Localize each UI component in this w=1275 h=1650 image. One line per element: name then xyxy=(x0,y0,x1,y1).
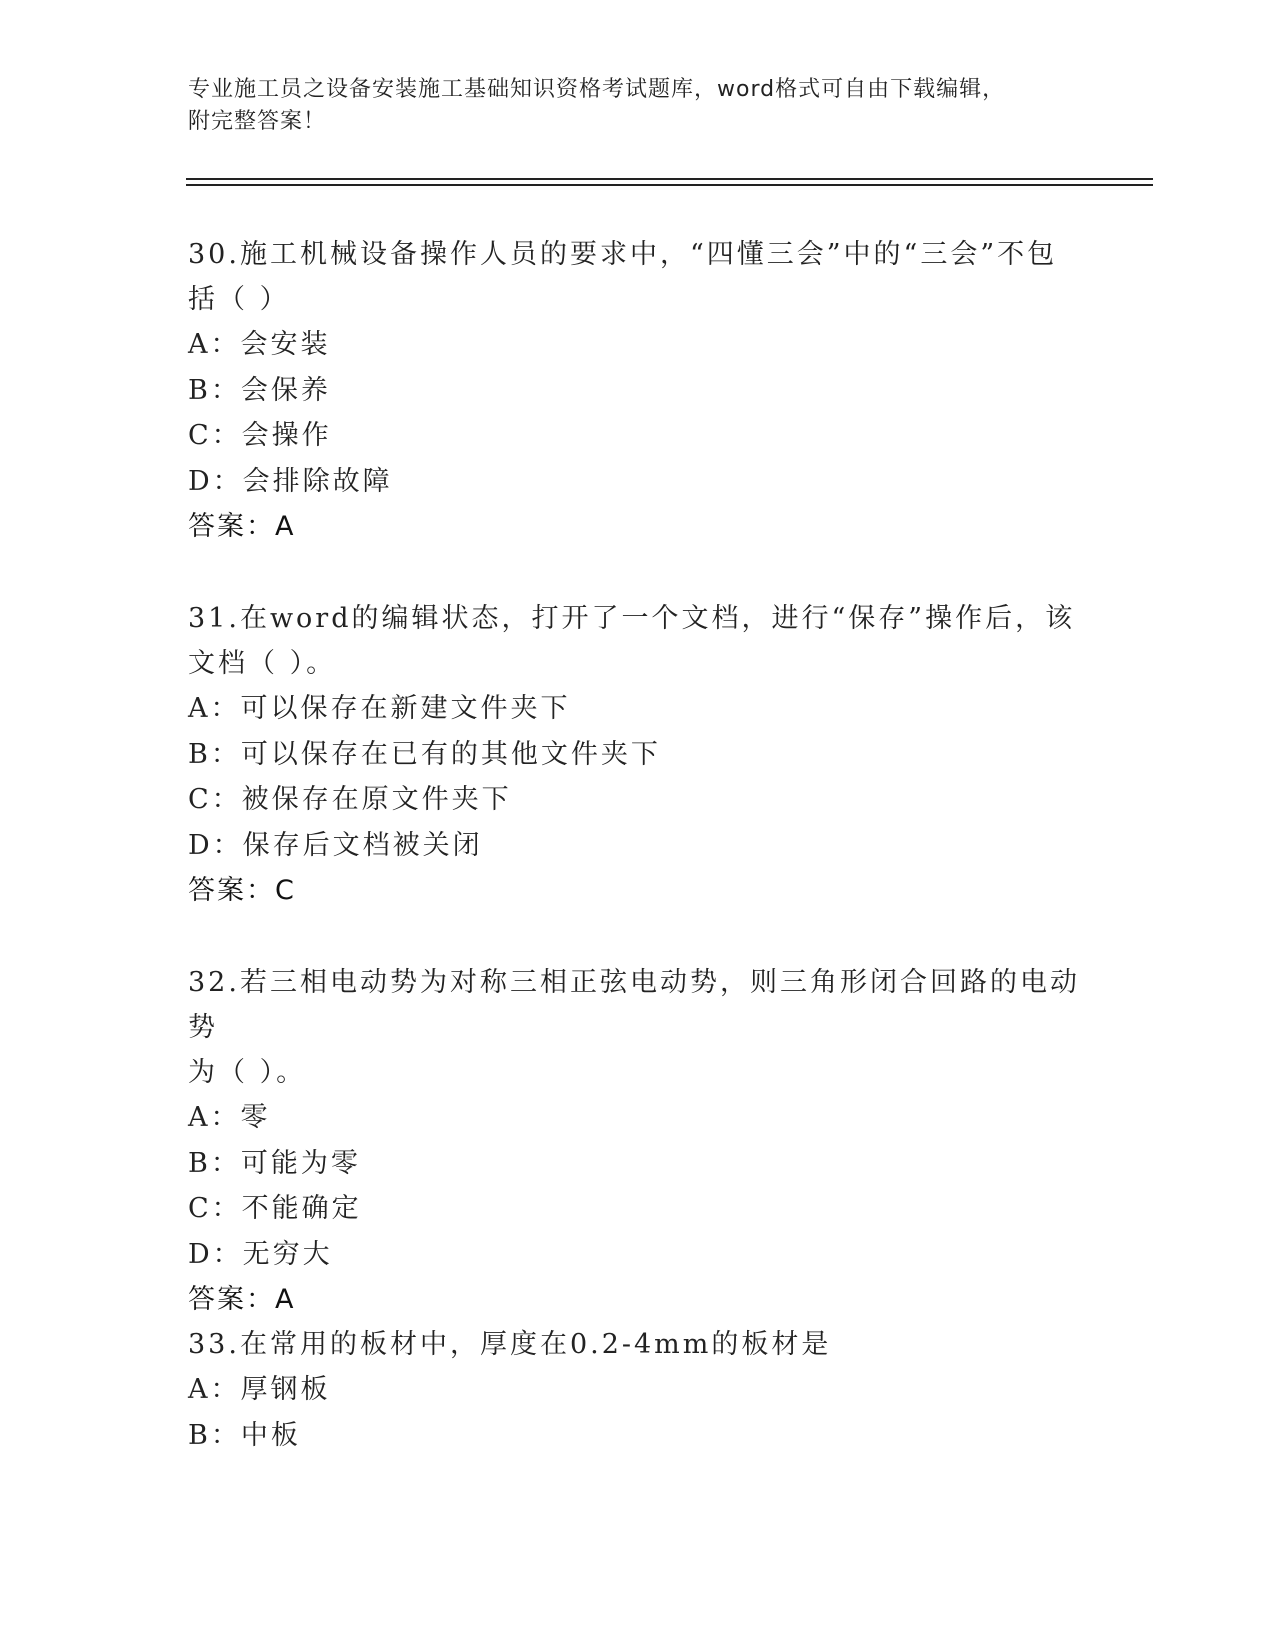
option-b: B：可以保存在已有的其他文件夹下 xyxy=(188,738,661,770)
option-a: A：厚钢板 xyxy=(188,1374,331,1405)
question-title-line-1: 30.施工机械设备操作人员的要求中，“四懂三会”中的“三会”不包 xyxy=(188,239,1058,270)
question-30 xyxy=(188,232,1088,550)
question-33 xyxy=(188,1322,1088,1458)
question-title-line-2: 文档（ ）。 xyxy=(188,648,337,679)
option-d: D：保存后文档被关闭 xyxy=(188,829,483,861)
option-c: C：被保存在原文件夹下 xyxy=(188,784,512,815)
question-title-line-1: 33.在常用的板材中，厚度在0.2-4mm的板材是 xyxy=(188,1329,832,1360)
question-32 xyxy=(188,960,1088,1323)
question-title-line-1: 32.若三相电动势为对称三相正弦电动势，则三角形闭合回路的电动势 xyxy=(188,967,1080,1043)
option-b: B：可能为零 xyxy=(188,1147,361,1179)
option-d: D：会排除故障 xyxy=(188,465,393,497)
answer: 答案：A xyxy=(188,1284,296,1315)
option-b: B：会保养 xyxy=(188,374,331,406)
question-title-line-1: 31.在word的编辑状态，打开了一个文档，进行“保存”操作后，该 xyxy=(188,603,1076,634)
option-c: C：不能确定 xyxy=(188,1193,362,1224)
header-divider-bottom xyxy=(186,184,1153,186)
header-line-1: 专业施工员之设备安装施工基础知识资格考试题库，word格式可自由下载编辑， xyxy=(188,77,1006,102)
document-header xyxy=(188,74,1068,138)
option-a: A：可以保存在新建文件夹下 xyxy=(188,693,571,724)
option-c: C：会操作 xyxy=(188,420,332,451)
header-divider-top xyxy=(186,178,1153,180)
question-title-line-2: 为（ ）。 xyxy=(188,1057,307,1088)
option-a: A：零 xyxy=(188,1102,271,1133)
option-a: A：会安装 xyxy=(188,329,331,360)
option-d: D：无穷大 xyxy=(188,1238,333,1270)
answer: 答案：C xyxy=(188,875,296,906)
option-b: B：中板 xyxy=(188,1419,301,1451)
header-line-2: 附完整答案！ xyxy=(188,109,327,134)
question-title-line-2: 括（ ） xyxy=(188,284,290,315)
question-31 xyxy=(188,596,1088,914)
answer: 答案：A xyxy=(188,511,296,542)
